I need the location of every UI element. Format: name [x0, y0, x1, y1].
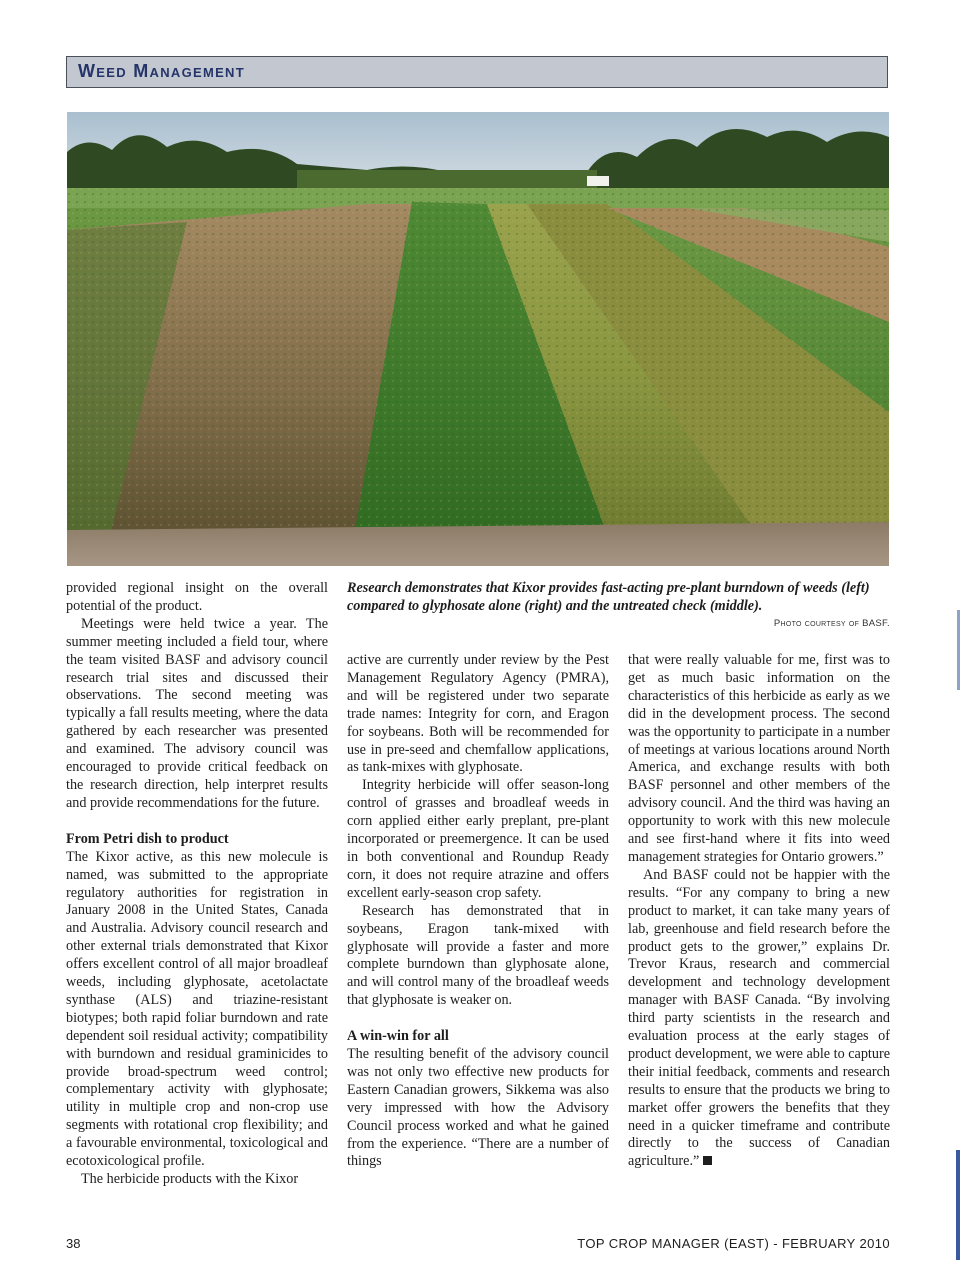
page-edge-tab: [956, 1150, 960, 1260]
paragraph: The herbicide products with the Kixor: [81, 1171, 299, 1187]
page-number: 38: [66, 1236, 81, 1251]
paragraph: active are currently under review by the Pest Management Regulatory Agency (PMRA), and will be registered under two separate trade names: Integrity for corn, and Eragon for soybeans. Both will be recommended for use in pre-seed and chemfallow applications, as tank-mixes with glyphosate.: [347, 652, 609, 776]
publication-footer: TOP CROP MANAGER (EAST) - FEBRUARY 2010: [577, 1236, 890, 1251]
photo-caption: Research demonstrates that Kixor provides fast-acting pre-plant burndown of weeds (left) compared to glyphosate alone (right) and the untreated check (middle).: [347, 580, 870, 614]
paragraph: The resulting benefit of the advisory council was not only two effective new products for Eastern Canadian growers, Sikkema was also very impressed with how the Advisory Council process worked and what he gained from the experience. “There are a number of things: [347, 1046, 609, 1170]
field-trial-photo: [67, 112, 889, 566]
end-of-article-icon: [703, 1156, 712, 1165]
section-title: Weed Management: [78, 61, 245, 81]
paragraph: [628, 867, 890, 1171]
text-column-1: [66, 580, 328, 1189]
paragraph: that were really valuable for me, first was to get as much basic information on the characteristics of this herbicide as early as we did in the development process. The second was the opportunity to participate in a number of meetings at various locations around North America, and exchange results with both BASF personnel and other members of the advisory council. And the third was having an opportunity to work with this new molecule and see first-hand where it fits into weed management strategies for Ontario growers.”: [628, 652, 891, 865]
paragraph: The Kixor active, as this new molecule is named, was submitted to the appropriate regulatory authorities for registration in January 2008 in the United States, Canada and Australia. Advisory council research and other external trials demonstrated that Kixor offers excellent control of all major broadleaf weeds, including glyphosate, acetolactate synthase (ALS) and triazine-resistant biotypes; both rapid foliar burndown and rate dependent soil residual activity; compatibility with burndown and residual graminicides to provide broad-spectrum weed control; complementary activity with glyphosate; utility in multiple crop and non-crop use segments with rotational crop flexibility; and a favourable environmental, toxicological and ecotoxicological profile.: [66, 848, 328, 1170]
paragraph: provided regional insight on the overall potential of the product.: [66, 580, 328, 614]
photo-credit: Photo courtesy of BASF.: [773, 618, 890, 629]
paragraph: Research has demonstrated that in soybeans, Eragon tank-mixed with glyphosate will provide a faster and more complete burndown than glyphosate alone, and will control many of the broadleaf weeds that glyphosate is weaker on.: [347, 902, 609, 1009]
subheading: From Petri dish to product: [66, 830, 229, 847]
paragraph: Meetings were held twice a year. The summer meeting included a field tour, where the team visited BASF and advisory council research trial sites and discussed their observations. The second meeting was typically a fall results meeting, where the data gathered by each researcher was presented and examined. The advisory council was encouraged to provide critical feedback on the research direction, help interpret results and provide recommendations for the future.: [66, 615, 328, 811]
section-header-bar: [66, 56, 888, 88]
paragraph: Integrity herbicide will offer season-long control of grasses and broadleaf weeds in corn applied either early preplant, pre-plant incorporated or preemergence. It can be used in both conventional and Roundup Ready corn, it does not require atrazine and offers excellent early-season crop safety.: [347, 777, 609, 901]
text-column-2: [347, 652, 609, 1171]
subheading: A win-win for all: [347, 1028, 449, 1045]
paragraph-text: And BASF could not be happier with the results. “For any company to bring a new product to market, it can take many years of lab, greenhouse and field research before the product gets to the grower,” explains Dr. Trevor Kraus, research and commercial development and technology development manager with BASF Canada. “By involving third party scientists in the research and evaluation process at the early stages of product development, we were able to capture their initial feedback, comments and research results to ensure that the products we bring to market offer growers the benefits that they need in a quicker timeframe and contribute directly to the success of Canadian agriculture.”: [628, 866, 890, 1170]
text-column-3: [628, 652, 890, 1171]
